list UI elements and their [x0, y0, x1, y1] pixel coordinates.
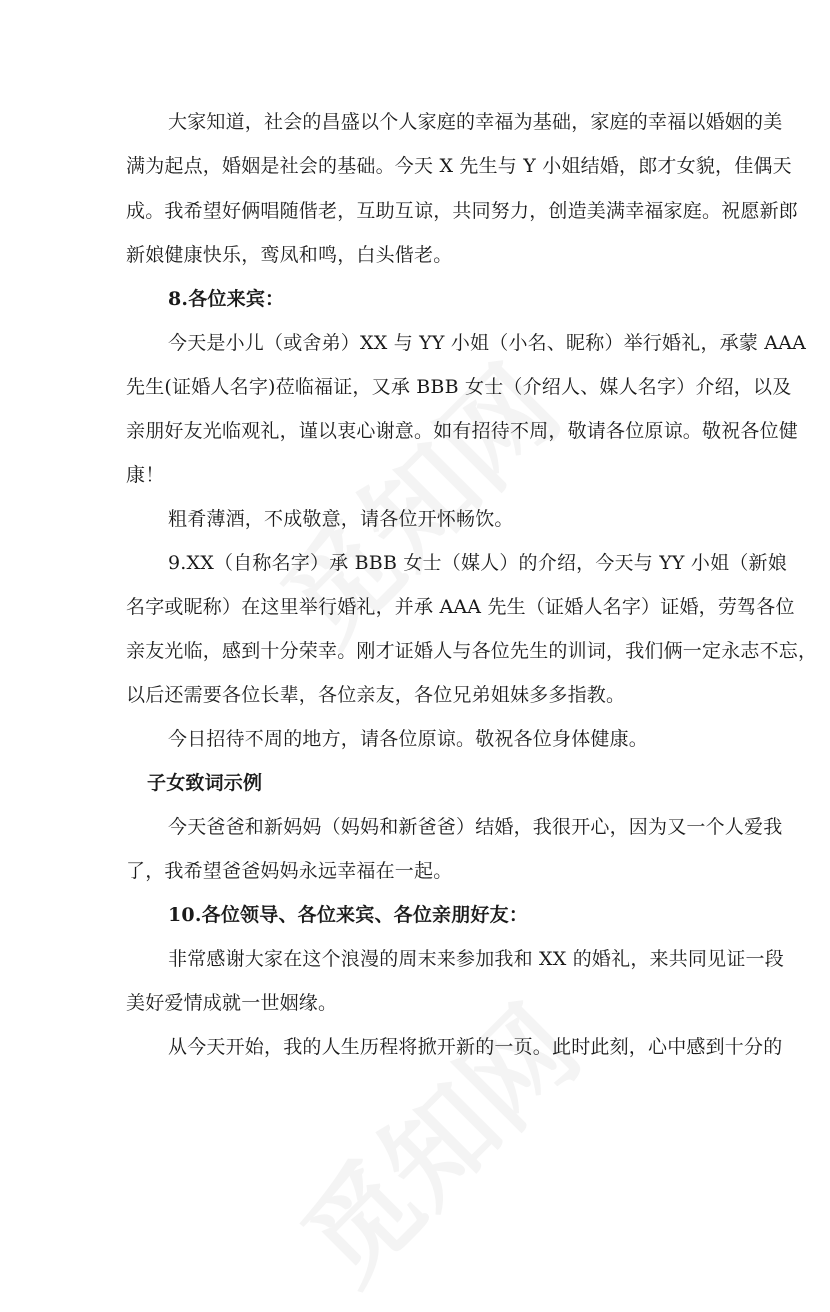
paragraph-line: 大家知道，社会的昌盛以个人家庭的幸福为基础，家庭的幸福以婚姻的美: [168, 111, 783, 133]
paragraph-line: 从今天开始，我的人生历程将掀开新的一页。此时此刻，心中感到十分的: [168, 1036, 783, 1058]
paragraph-line: 今日招待不周的地方，请各位原谅。敬祝各位身体健康。: [168, 728, 649, 750]
paragraph-line: 名字或昵称）在这里举行婚礼，并承 AAA 先生（证婚人名字）证婚，劳驾各位: [126, 596, 795, 618]
paragraph-line: 粗肴薄酒，不成敬意，请各位开怀畅饮。: [168, 508, 514, 530]
paragraph-line: 了，我希望爸爸妈妈永远幸福在一起。: [126, 860, 453, 882]
paragraph-line: 今天爸爸和新妈妈（妈妈和新爸爸）结婚，我很开心，因为又一个人爱我: [168, 816, 783, 838]
paragraph-line: 康！: [126, 464, 165, 486]
paragraph-line: 新娘健康快乐，鸾凤和鸣，白头偕老。: [126, 244, 453, 266]
paragraph-line: 非常感谢大家在这个浪漫的周末来参加我和 XX 的婚礼，来共同见证一段: [168, 948, 784, 970]
section-heading: 子女致词示例: [147, 772, 263, 794]
paragraph-line: 满为起点，婚姻是社会的基础。今天 X 先生与 Y 小姐结婚，郎才女貌，佳偶天: [126, 155, 792, 177]
paragraph-line: 9.XX（自称名字）承 BBB 女士（媒人）的介绍，今天与 YY 小姐（新娘: [168, 552, 787, 574]
paragraph-line: 亲友光临，感到十分荣幸。刚才证婚人与各位先生的训词，我们俩一定永志不忘，: [126, 640, 818, 662]
paragraph-line: 成。我希望好俩唱随偕老，互助互谅，共同努力，创造美满幸福家庭。祝愿新郎: [126, 200, 799, 222]
section-heading: 10.各位领导、各位来宾、各位亲朋好友：: [168, 904, 529, 926]
section-heading: 8.各位来宾：: [168, 288, 285, 310]
paragraph-line: 亲朋好友光临观礼，谨以衷心谢意。如有招待不周，敬请各位原谅。敬祝各位健: [126, 420, 799, 442]
paragraph-line: 先生(证婚人名字)莅临福证，又承 BBB 女士（介绍人、媒人名字）介绍，以及: [126, 376, 792, 398]
paragraph-line: 以后还需要各位长辈，各位亲友，各位兄弟姐妹多多指教。: [126, 684, 626, 706]
paragraph-line: 今天是小儿（或舍弟）XX 与 YY 小姐（小名、昵称）举行婚礼，承蒙 AAA: [168, 332, 807, 354]
watermark: [262, 966, 607, 1311]
paragraph-line: 美好爱情成就一世姻缘。: [126, 992, 338, 1014]
